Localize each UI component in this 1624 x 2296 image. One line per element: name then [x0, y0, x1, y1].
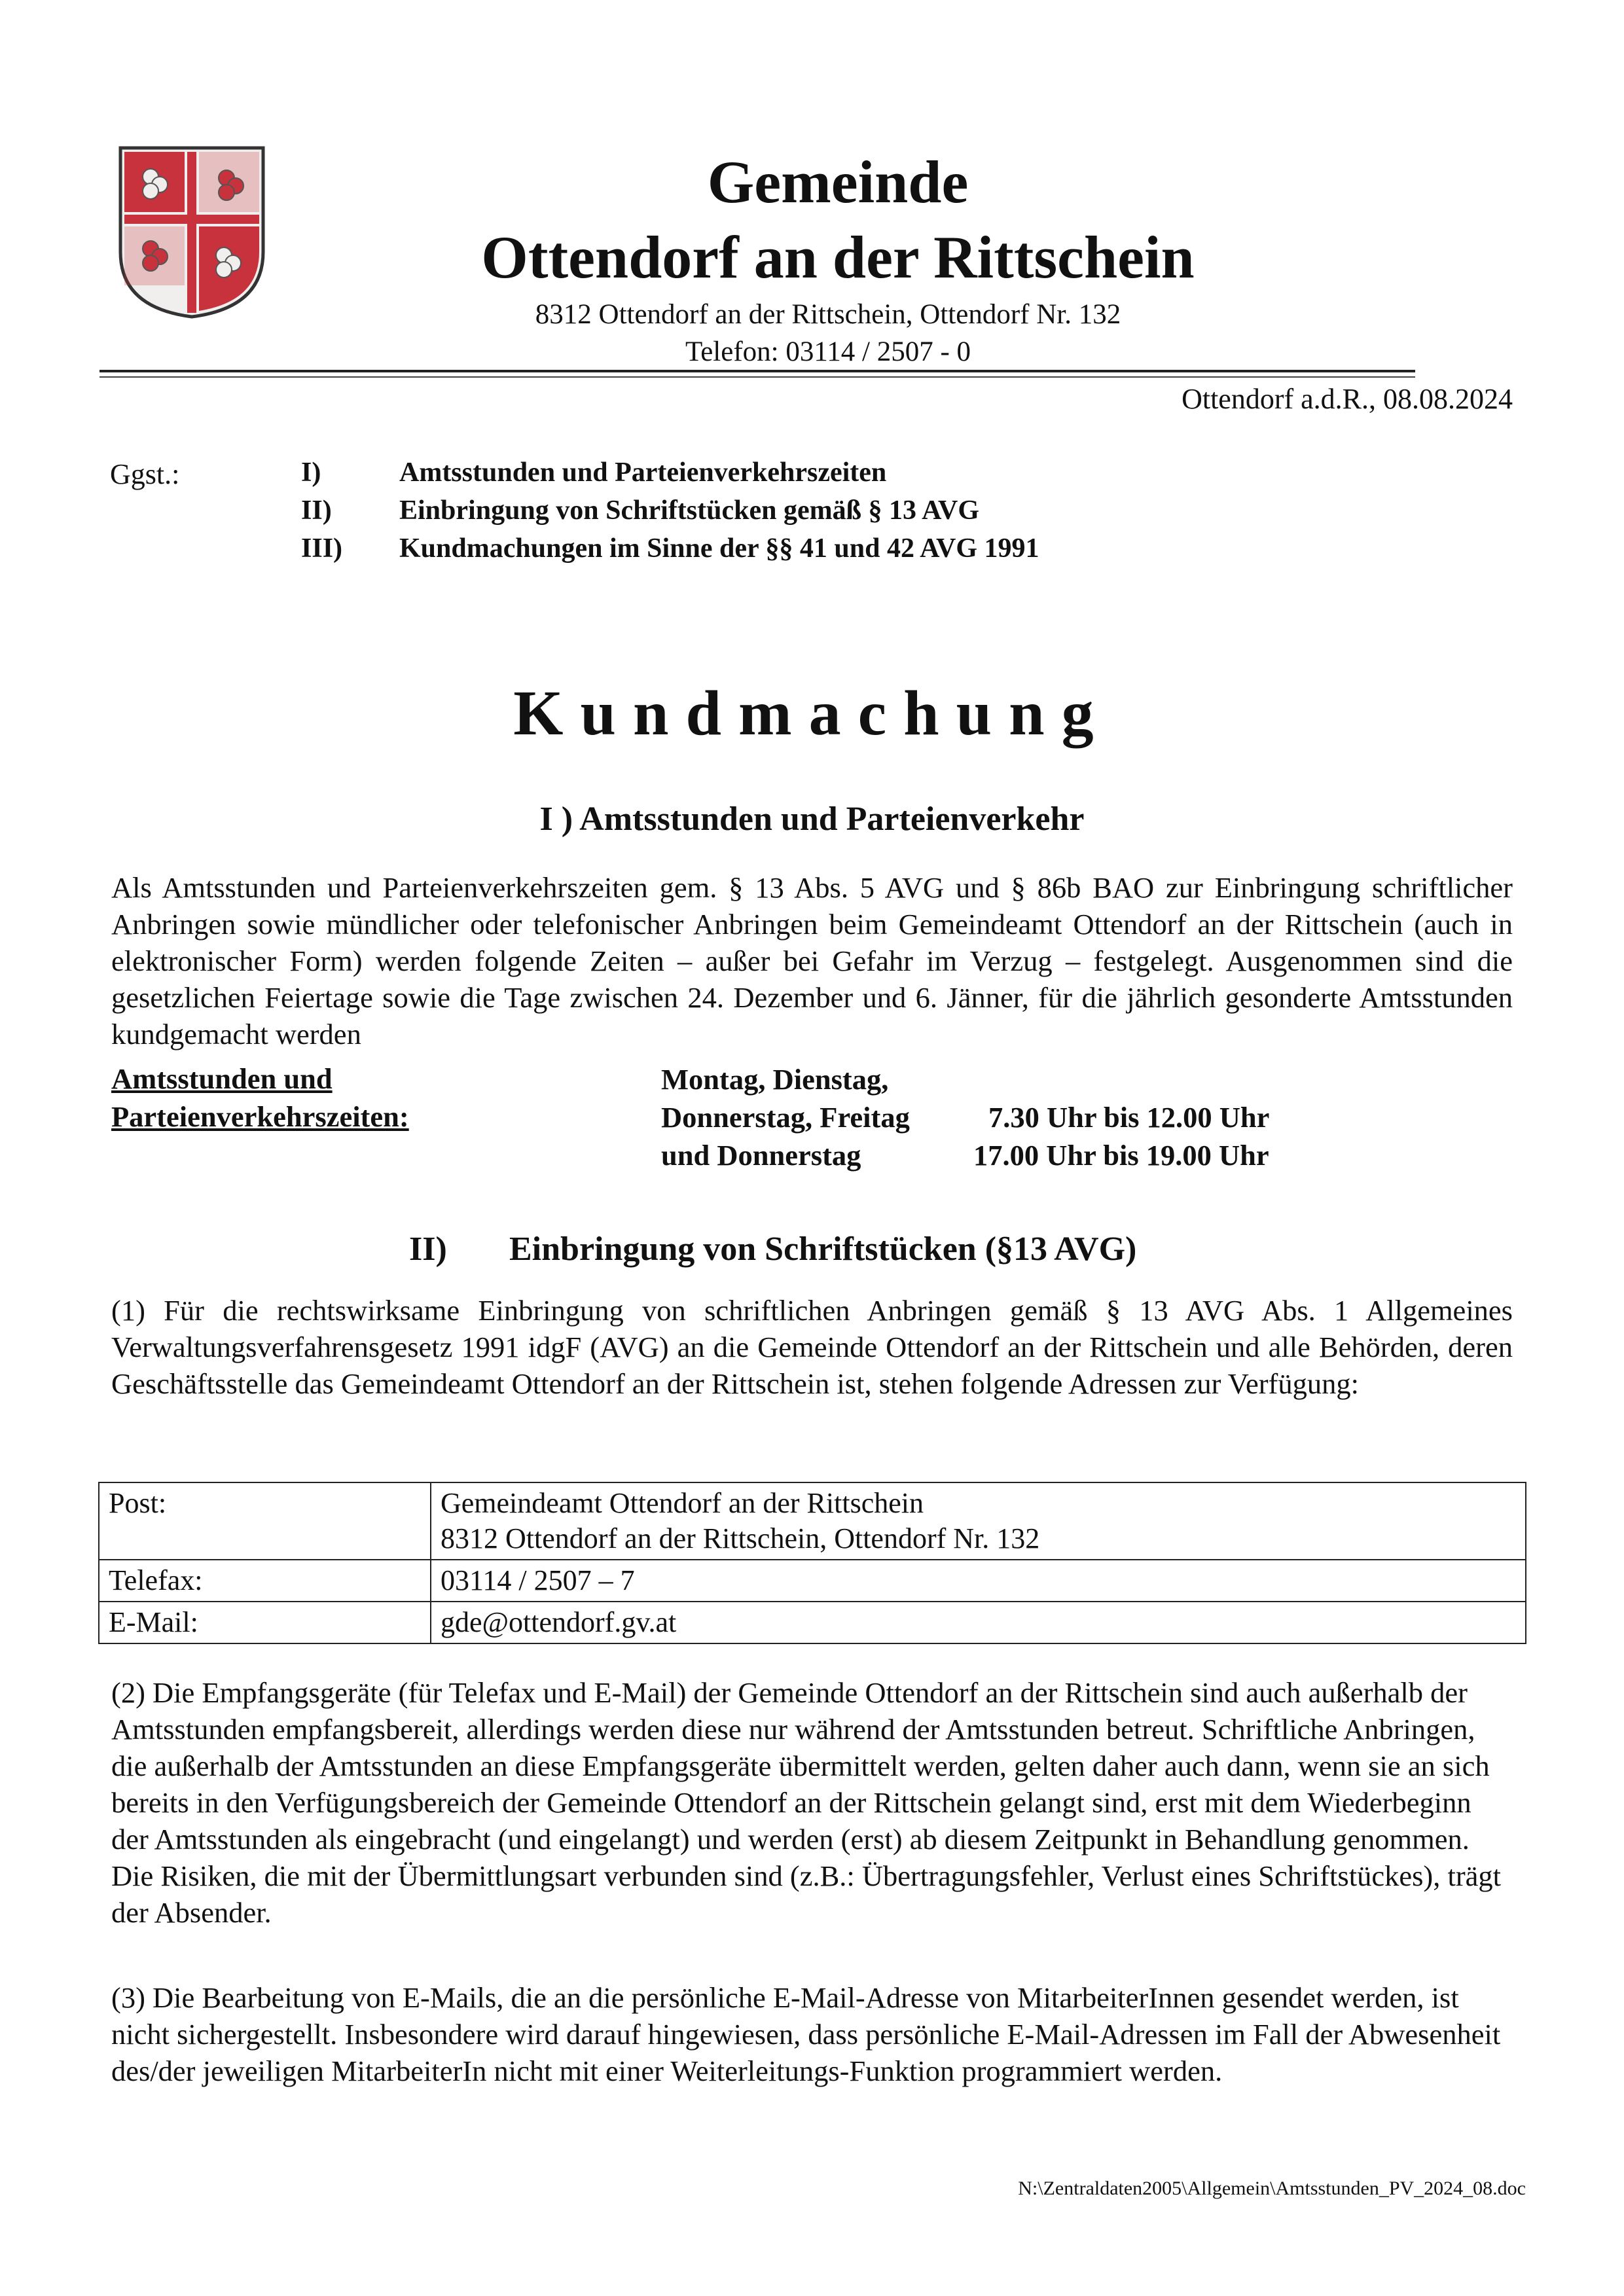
- hours-days: Montag, Dienstag,: [661, 1063, 889, 1096]
- section2-paragraph1: (1) Für die rechtswirksame Einbringung von schriftlichen Anbringen gemäß § 13 AVG Abs. 1 Allgemeines Verwaltungsverfahrensgesetz 1991 idgF (AVG) an die Gemeinde Ottendorf an der Rittschein und alle Behörden, deren Geschäftsstelle das Gemeindeamt Ottendorf an der Rittschein ist, stehen folgende Adressen zur Verfügung:: [111, 1294, 1513, 1400]
- section1-heading: I ) Amtsstunden und Parteienverkehr: [539, 800, 1085, 838]
- table-row: [99, 1560, 1526, 1602]
- document-title: Kundmachung: [513, 678, 1111, 749]
- section1-paragraph: Als Amtsstunden und Parteienverkehrszeiten gem. § 13 Abs. 5 AVG und § 86b BAO zur Einbringung schriftlicher Anbringen sowie mündlicher oder telefonischer Anbringen beim Gemeindeamt Ottendorf an der Rittschein (auch in elektronischer Form) werden folgende Zeiten – außer bei Gefahr im Verzug – festgelegt. Ausgenommen sind die gesetzlichen Feiertage sowie die Tage zwischen 24. Dezember und 6. Jänner, für die jährlich gesonderte Amtsstunden kundgemacht werden: [111, 871, 1513, 1050]
- section2-paragraph3: (3) Die Bearbeitung von E-Mails, die an die persönliche E-Mail-Adresse von MitarbeiterInnen gesendet werden, ist nicht sichergestellt. Insbesondere wird darauf hingewiesen, dass persönliche E-Mail-Adressen im Fall der Abwesenheit des/der jeweiligen MitarbeiterIn nicht mit einer Weiterleitungs-Funktion programmiert werden.: [111, 1981, 1501, 2087]
- address-table: [98, 1482, 1526, 1644]
- subject-num: I): [301, 457, 321, 488]
- hours-days: und Donnerstag: [661, 1139, 861, 1172]
- footer-file-path: N:\Zentraldaten2005\Allgemein\Amtsstunden_PV_2024_08.doc: [1018, 2178, 1526, 2199]
- hours-time: 17.00 Uhr bis 19.00 Uhr: [973, 1139, 1269, 1172]
- table-key: Post:: [99, 1482, 431, 1560]
- hours-label-line2: Parteienverkehrszeiten:: [111, 1100, 409, 1133]
- hours-days: Donnerstag, Freitag: [661, 1101, 910, 1134]
- subject-text: Kundmachungen im Sinne der §§ 41 und 42 AVG 1991: [399, 533, 1039, 564]
- hours-label-line1: Amtsstunden und: [111, 1062, 333, 1095]
- table-value-line: 8312 Ottendorf an der Rittschein, Ottendorf Nr. 132: [441, 1522, 1040, 1554]
- table-value: [431, 1482, 1526, 1560]
- subject-label: Ggst.:: [110, 458, 180, 490]
- table-key: Telefax:: [99, 1560, 431, 1602]
- section2-paragraph2: (2) Die Empfangsgeräte (für Telefax und E-Mail) der Gemeinde Ottendorf an der Rittschein sind auch außerhalb der Amtsstunden empfangsbereit, allerdings werden diese nur während der Amtsstunden betreut. Schriftliche Anbringen, die außerhalb der Amtsstunden an diese Empfangsgeräte übermittelt werden, gelten daher auch dann, wenn sie an sich bereits in den Verfügungsbereich der Gemeinde Ottendorf an der Rittschein gelangt sind, erst mit dem Wiederbeginn der Amtsstunden als eingebracht (und eingelangt) und werden (erst) ab diesem Zeitpunkt in Behandlung genommen. Die Risiken, die mit der Übermittlungsart verbunden sind (z.B.: Übertragungsfehler, Verlust eines Schriftstückes), trägt der Absender.: [111, 1676, 1502, 1929]
- subject-text: Einbringung von Schriftstücken gemäß § 13 AVG: [399, 495, 980, 526]
- hours-time: 7.30 Uhr bis 12.00 Uhr: [988, 1101, 1270, 1134]
- municipality-name-line2: Ottendorf an der Rittschein: [481, 224, 1195, 291]
- letterhead-rule-thin: [99, 376, 1415, 378]
- table-row: [99, 1482, 1526, 1560]
- subject-num: III): [301, 533, 343, 564]
- letterhead-rule: [99, 370, 1415, 372]
- letterhead-address: 8312 Ottendorf an der Rittschein, Ottendorf Nr. 132: [535, 299, 1121, 330]
- table-row: [99, 1602, 1526, 1643]
- table-key: E-Mail:: [99, 1602, 431, 1643]
- municipality-name-line1: Gemeinde: [707, 149, 969, 215]
- section2-heading-num: II): [409, 1230, 447, 1268]
- subject-num: II): [301, 495, 332, 526]
- dateline: Ottendorf a.d.R., 08.08.2024: [1182, 383, 1513, 415]
- table-value: 03114 / 2507 – 7: [431, 1560, 1526, 1602]
- email-address[interactable]: gde@ottendorf.gv.at: [431, 1602, 1526, 1643]
- section2-heading-text: Einbringung von Schriftstücken (§13 AVG): [509, 1230, 1137, 1268]
- letterhead-phone: Telefon: 03114 / 2507 - 0: [685, 336, 971, 367]
- subject-text: Amtsstunden und Parteienverkehrszeiten: [399, 457, 887, 488]
- table-value-line: Gemeindeamt Ottendorf an der Rittschein: [441, 1487, 924, 1519]
